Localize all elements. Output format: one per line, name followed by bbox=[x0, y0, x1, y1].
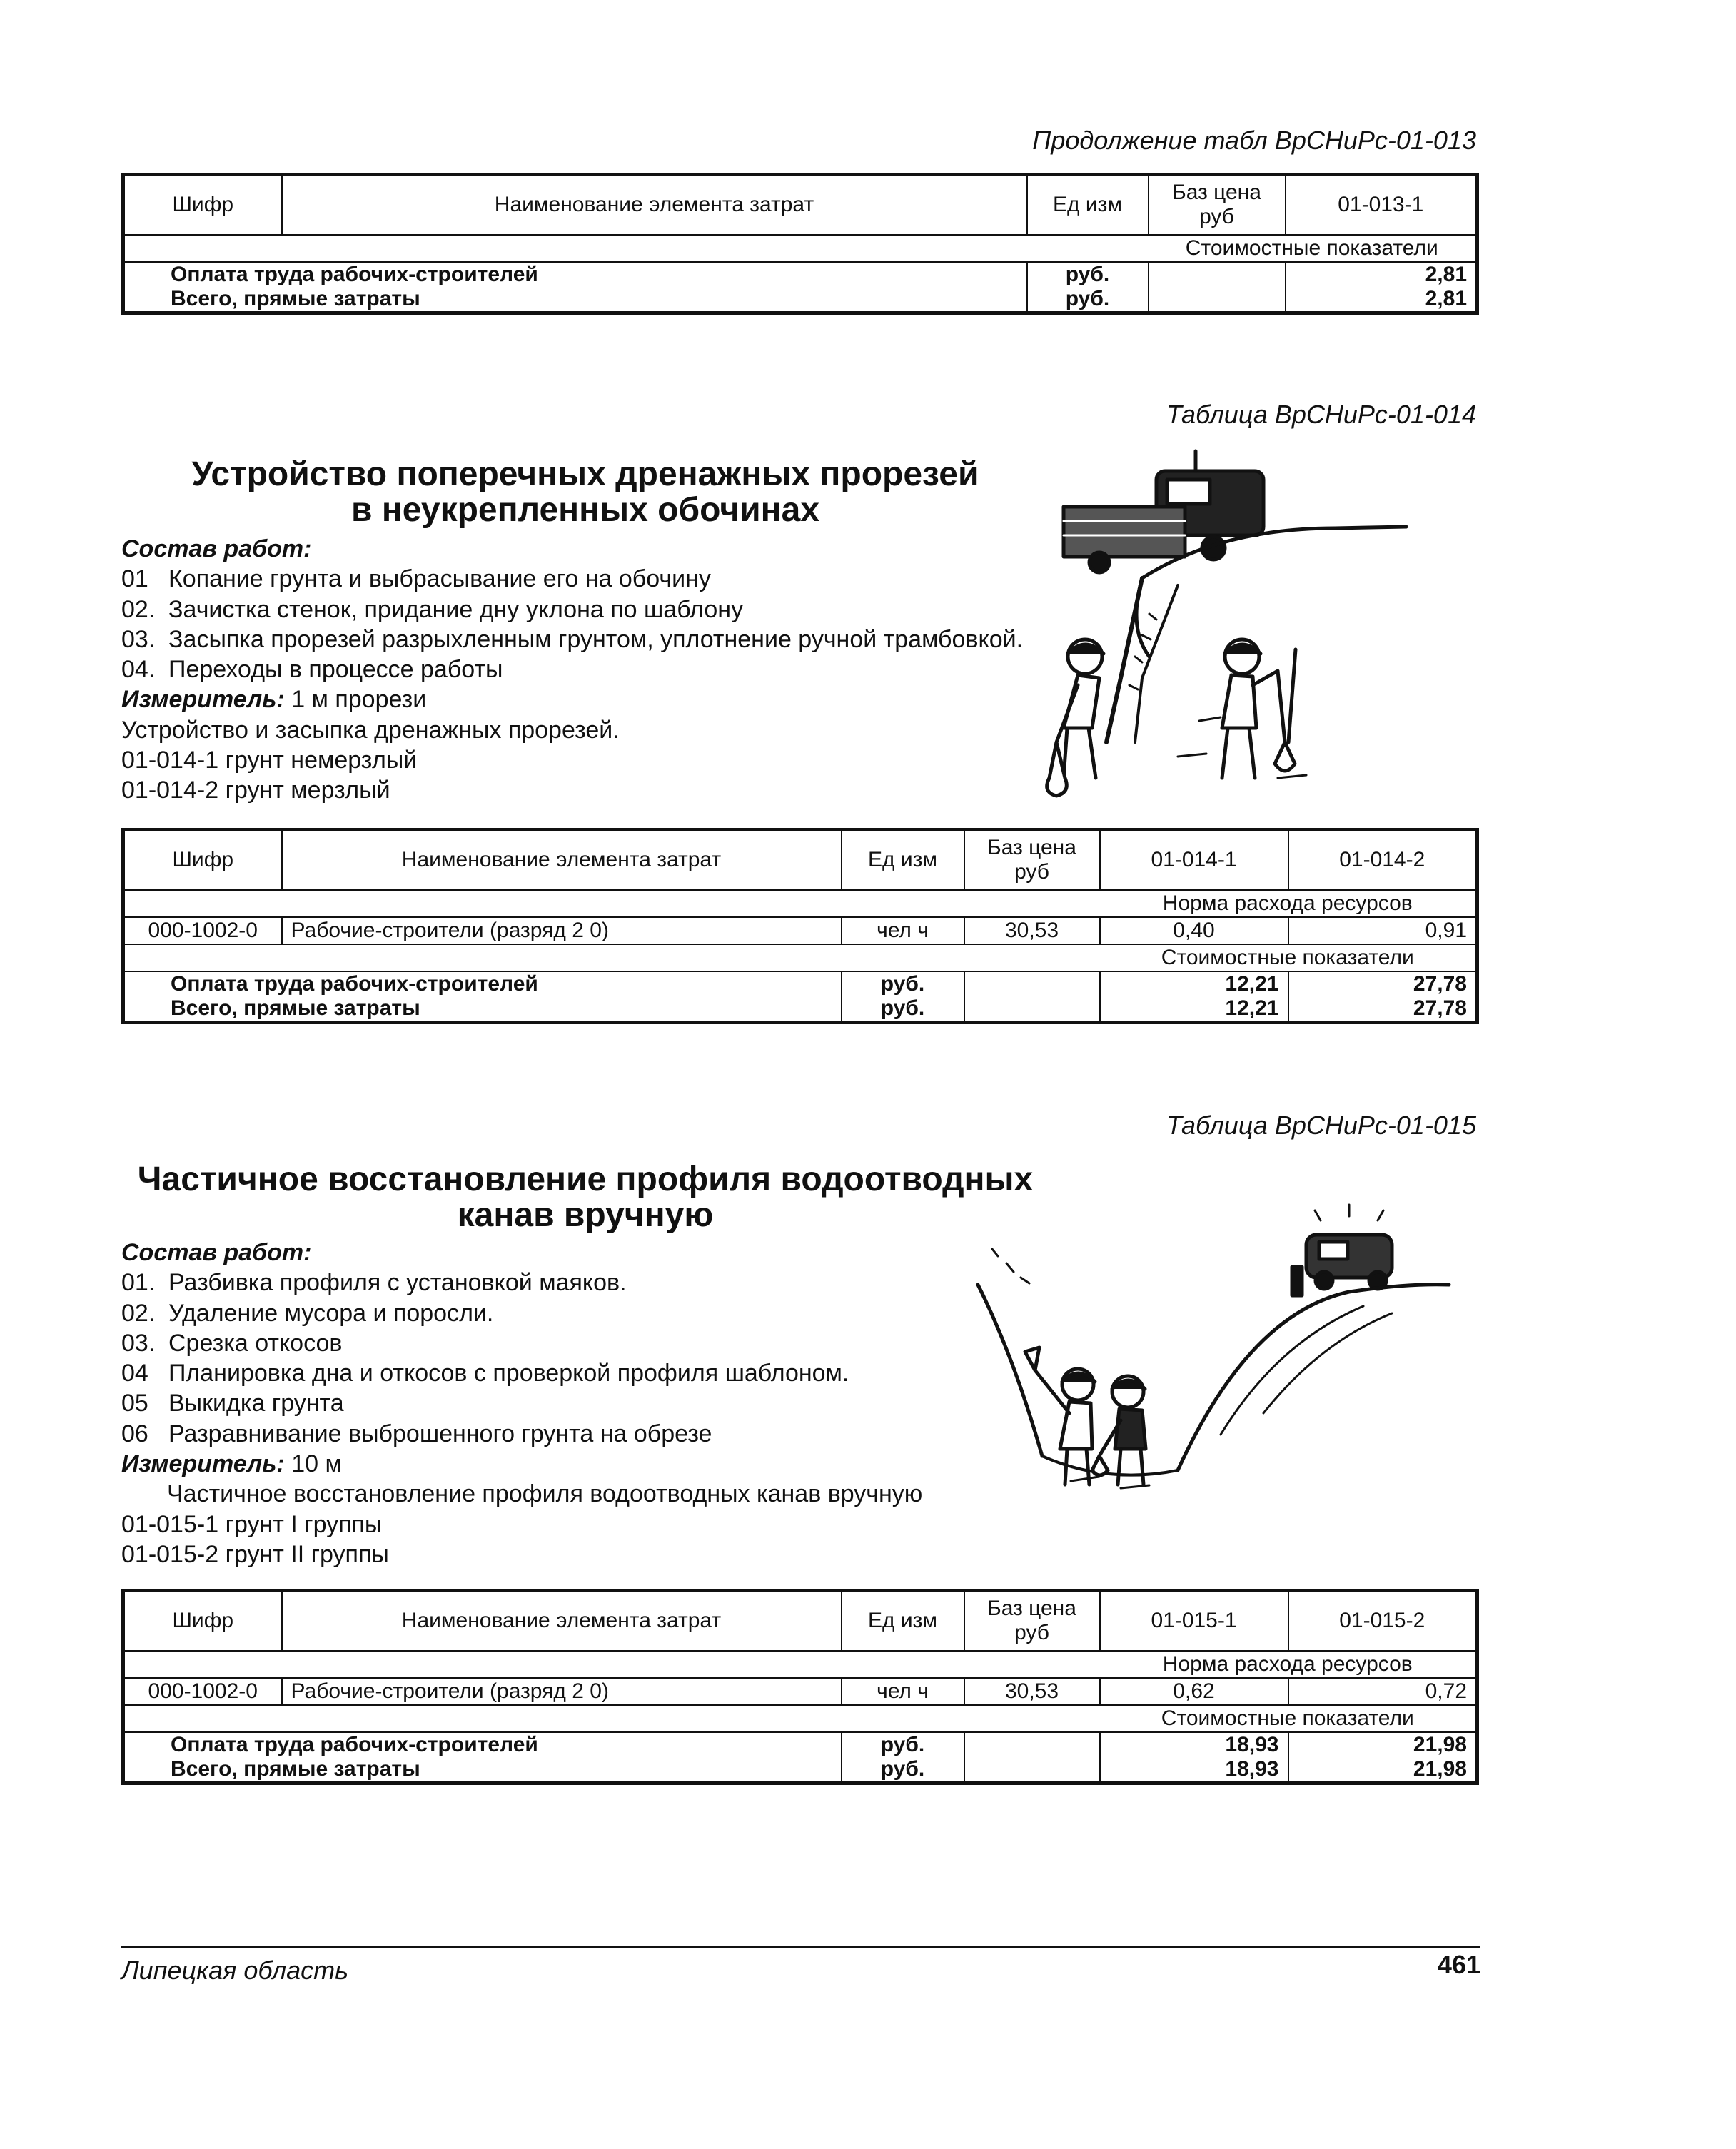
table-row: Оплата труда рабочих-строителей руб. 2,81 bbox=[123, 262, 1478, 288]
list-item: 03. Срезка откосов bbox=[121, 1329, 343, 1357]
header-name: Наименование элемента затрат bbox=[282, 1591, 842, 1651]
work-label: Состав работ: bbox=[121, 1239, 312, 1266]
section-text-015 bbox=[121, 1238, 922, 1569]
header-code: Шифр bbox=[123, 175, 282, 235]
list-item: 02. Зачистка стенок, придание дну уклона по шаблону bbox=[121, 595, 744, 623]
header-variant-1: 01-013-1 bbox=[1286, 175, 1478, 235]
list-item: 04. Переходы в процессе работы bbox=[121, 656, 503, 684]
table-caption-014: Таблица ВрСНиРс-01-014 bbox=[1166, 400, 1476, 429]
header-variant-1: 01-015-1 bbox=[1100, 1591, 1288, 1651]
work-label: Состав работ: bbox=[121, 535, 312, 562]
section-cost-label: Стоимостные показатели bbox=[1149, 235, 1478, 262]
table-01-013 bbox=[121, 173, 1479, 315]
variant-item: 01-015-2 грунт II группы bbox=[121, 1540, 389, 1568]
table-header-row bbox=[123, 175, 1478, 235]
section-norm-label: Норма расхода ресурсов bbox=[1100, 890, 1478, 917]
section-title-014: Устройство поперечных дренажных прорезей в неукрепленных обочинах bbox=[191, 455, 979, 529]
table-row: Оплата труда рабочих-строителей руб. 18,93 21,98 bbox=[123, 1732, 1478, 1758]
table-row: Оплата труда рабочих-строителей руб. 12,21 27,78 bbox=[123, 971, 1478, 997]
footer-divider bbox=[121, 1946, 1480, 1948]
list-item: 05 Выкидка грунта bbox=[121, 1390, 344, 1417]
footer-region: Липецкая область bbox=[121, 1956, 349, 1985]
table-row: Всего, прямые затраты руб. 2,81 bbox=[123, 288, 1478, 313]
header-price: Баз цена руб bbox=[1149, 175, 1286, 235]
header-unit: Ед изм bbox=[842, 830, 964, 890]
header-price: Баз цена руб bbox=[964, 830, 1100, 890]
measure-value: 10 м bbox=[291, 1450, 342, 1478]
page-number: 461 bbox=[1437, 1950, 1480, 1979]
continuation-caption: Продолжение табл ВрСНиРс-01-013 bbox=[1032, 126, 1476, 155]
section-description: Устройство и засыпка дренажных прорезей. bbox=[121, 716, 620, 744]
list-item: 01 Копание грунта и выбрасывание его на обочину bbox=[121, 565, 711, 593]
variant-item: 01-014-1 грунт немерзлый bbox=[121, 747, 418, 774]
table-row: 000-1002-0 Рабочие-строители (разряд 2 0) чел ч 30,53 0,40 0,91 bbox=[123, 917, 1478, 944]
list-item: 04 Планировка дна и откосов с проверкой профиля шаблоном. bbox=[121, 1360, 849, 1387]
workers-drainage-illustration bbox=[1035, 443, 1435, 814]
measure-value: 1 м прорези bbox=[291, 686, 427, 714]
header-code: Шифр bbox=[123, 1591, 282, 1651]
section-text-014 bbox=[121, 534, 1023, 806]
table-header-row bbox=[123, 1591, 1478, 1651]
section-title-015: Частичное восстановление профиля водоотводных канав вручную bbox=[137, 1161, 1034, 1234]
table-caption-015: Таблица ВрСНиРс-01-015 bbox=[1166, 1111, 1476, 1140]
list-item: 01. Разбивка профиля с установкой маяков. bbox=[121, 1269, 627, 1297]
section-cost-label: Стоимостные показатели bbox=[1100, 1705, 1478, 1732]
measure-label: Измеритель: bbox=[121, 686, 285, 714]
list-item: 03. Засыпка прорезей разрыхленным грунтом, уплотнение ручной трамбовкой. bbox=[121, 625, 1024, 653]
variant-item: 01-015-1 грунт I группы bbox=[121, 1510, 383, 1538]
variant-item: 01-014-2 грунт мерзлый bbox=[121, 777, 390, 804]
section-cost-label: Стоимостные показатели bbox=[1100, 944, 1478, 971]
table-row: Всего, прямые затраты руб. 12,21 27,78 bbox=[123, 997, 1478, 1023]
header-variant-2: 01-014-2 bbox=[1288, 830, 1478, 890]
measure-label: Измеритель: bbox=[121, 1450, 285, 1478]
table-01-014 bbox=[121, 828, 1479, 1024]
table-row: Всего, прямые затраты руб. 18,93 21,98 bbox=[123, 1758, 1478, 1784]
list-item: 02. Удаление мусора и поросли. bbox=[121, 1299, 494, 1327]
section-description: Частичное восстановление профиля водоотводных канав вручную bbox=[167, 1480, 923, 1508]
table-header-row bbox=[123, 830, 1478, 890]
workers-ditch-illustration bbox=[907, 1199, 1456, 1513]
header-price: Баз цена руб bbox=[964, 1591, 1100, 1651]
header-unit: Ед изм bbox=[842, 1591, 964, 1651]
list-item: 06 Разравнивание выброшенного грунта на обрезе bbox=[121, 1420, 712, 1447]
table-01-015 bbox=[121, 1589, 1479, 1785]
section-norm-label: Норма расхода ресурсов bbox=[1100, 1651, 1478, 1678]
header-name: Наименование элемента затрат bbox=[282, 175, 1027, 235]
header-name: Наименование элемента затрат bbox=[282, 830, 842, 890]
header-variant-1: 01-014-1 bbox=[1100, 830, 1288, 890]
header-unit: Ед изм bbox=[1027, 175, 1149, 235]
header-code: Шифр bbox=[123, 830, 282, 890]
table-row: 000-1002-0 Рабочие-строители (разряд 2 0) чел ч 30,53 0,62 0,72 bbox=[123, 1678, 1478, 1705]
header-variant-2: 01-015-2 bbox=[1288, 1591, 1478, 1651]
